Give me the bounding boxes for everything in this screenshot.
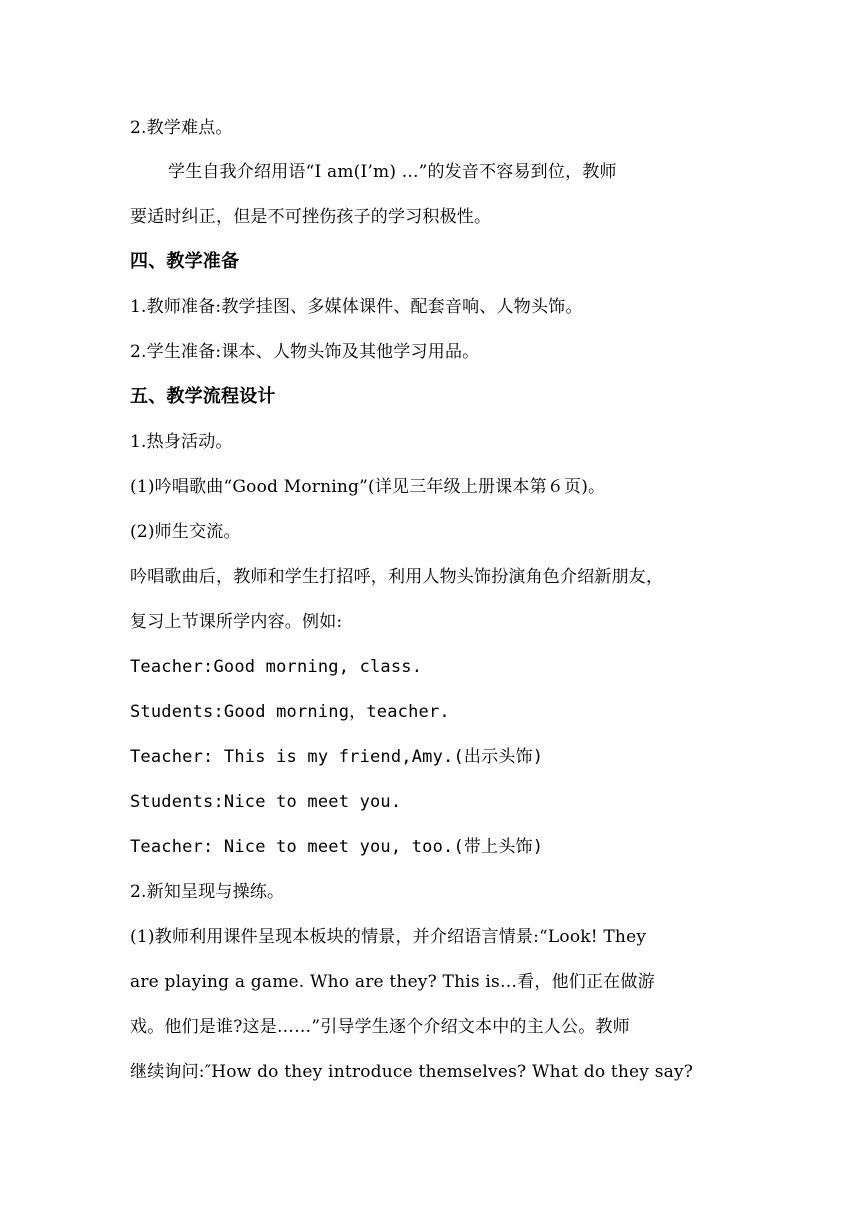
paragraph-line: 吟唱歌曲后，教师和学生打招呼，利用人物头饰扮演角色介绍新朋友，	[130, 567, 664, 587]
paragraph-line: (1)教师利用课件呈现本板块的情景，并介绍语言情景:“Look! They	[130, 927, 647, 947]
paragraph-line: 要适时纠正，但是不可挫伤孩子的学习积极性。	[130, 207, 492, 227]
heading-teaching-preparation: 四、教学准备	[130, 251, 240, 272]
dialogue-line: Students:Good morning，teacher.	[130, 702, 450, 722]
list-item-sing-song: (1)吟唱歌曲“Good Morning”(详见三年级上册课本第６页)。	[130, 477, 606, 497]
subheading-warm-up: 1.热身活动。	[130, 432, 233, 452]
heading-teaching-process: 五、教学流程设计	[130, 386, 276, 407]
dialogue-line: Students:Nice to meet you.	[130, 792, 402, 812]
dialogue-line: Teacher:Good morning, class.	[130, 657, 423, 677]
dialogue-line: Teacher: Nice to meet you, too.(带上头饰)	[130, 837, 544, 857]
list-item-teacher-preparation: 1.教师准备:教学挂图、多媒体课件、配套音响、人物头饰。	[130, 297, 583, 317]
paragraph-line: 学生自我介绍用语“I am(I’m) ...”的发音不容易到位，教师	[168, 162, 617, 182]
section-title-teaching-difficulty: 2.教学难点。	[130, 118, 233, 138]
list-item-student-preparation: 2.学生准备:课本、人物头饰及其他学习用品。	[130, 342, 480, 362]
paragraph-line: 继续询问:″How do they introduce themselves? What do they say?	[130, 1062, 694, 1082]
paragraph-line: 复习上节课所学内容。例如:	[130, 612, 343, 632]
paragraph-line: 戏。他们是谁?这是……”引导学生逐个介绍文本中的主人公。教师	[130, 1017, 630, 1037]
list-item-communication: (2)师生交流。	[130, 522, 241, 542]
subheading-new-knowledge: 2.新知呈现与操练。	[130, 882, 285, 902]
dialogue-line: Teacher: This is my friend,Amy.(出示头饰)	[130, 747, 544, 767]
paragraph-line: are playing a game. Who are they? This is…看，他们正在做游	[130, 972, 655, 992]
